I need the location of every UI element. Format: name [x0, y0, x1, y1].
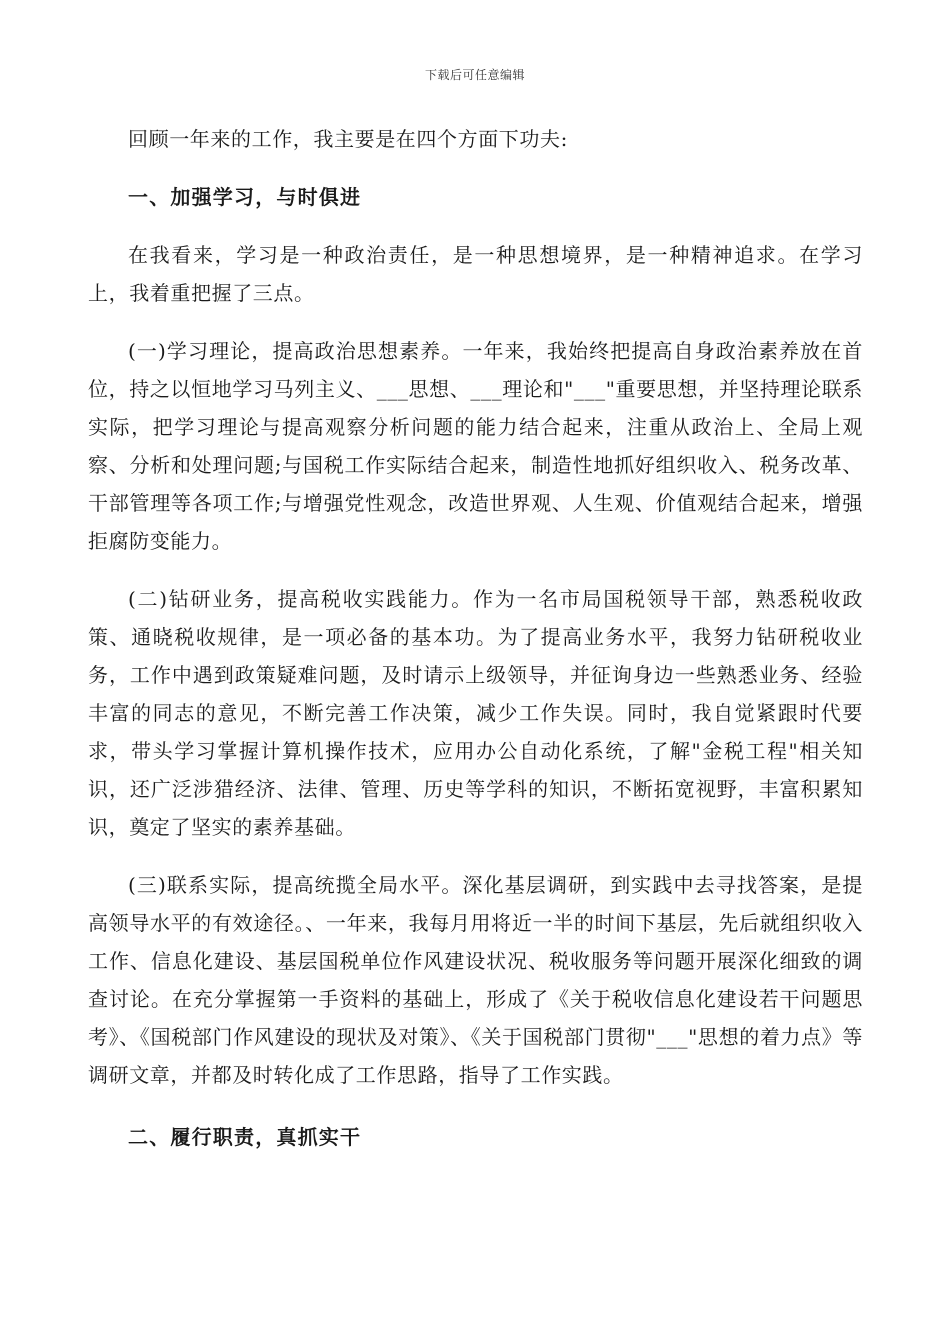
section-heading-2: 二、履行职责，真抓实干: [128, 1125, 362, 1149]
paragraph-4: (三)联系实际，提高统揽全局水平。深化基层调研，到实践中去寻找答案，是提高领导水平的有效途径。、一年来，我每月用将近一半的时间下基层，先后就组织收入工作、信息化建设、基层国税单位作风建设状况、税收服务等问题开展深化细致的调查讨论。在充分掌握第一手资料的基础上，形成了《关于税收信息化建设若干问题思考》、《国税部门作风建设的现状及对策》、《关于国税部门贯彻"___"思想的着力点》等调研文章，并都及时转化成了工作思路，指导了工作实践。: [88, 873, 863, 1087]
header-note: 下载后可任意编辑: [424, 68, 525, 82]
paragraph-3: (二)钻研业务，提高税收实践能力。作为一名市局国税领导干部，熟悉税收政策、通晓税收规律，是一项必备的基本功。为了提高业务水平，我努力钻研税收业务，工作中遇到政策疑难问题，及时请示上级领导，并征询身边一些熟悉业务、经验丰富的同志的意见，不断完善工作决策，减少工作失误。同时，我自觉紧跟时代要求，带头学习掌握计算机操作技术，应用办公自动化系统，了解"金税工程"相关知识，还广泛涉猎经济、法律、管理、历史等学科的知识，不断拓宽视野，丰富积累知识，奠定了坚实的素养基础。: [88, 587, 863, 839]
section-heading-1: 一、加强学习，与时俱进: [128, 185, 362, 209]
paragraph-2: (一)学习理论，提高政治思想素养。一年来，我始终把提高自身政治素养放在首位，持之以恒地学习马列主义、___思想、___理论和"___"重要思想，并坚持理论联系实际，把学习理论与提高观察分析问题的能力结合起来，注重从政治上、全局上观察、分析和处理问题;与国税工作实际结合起来，制造性地抓好组织收入、税务改革、干部管理等各项工作;与增强党性观念，改造世界观、人生观、价值观结合起来，增强拒腐防变能力。: [88, 339, 863, 553]
paragraph-1: 在我看来，学习是一种政治责任，是一种思想境界，是一种精神追求。在学习上，我着重把握了三点。: [88, 243, 863, 305]
document-body: [88, 120, 863, 1156]
intro-paragraph: 回顾一年来的工作，我主要是在四个方面下功夫:: [128, 127, 568, 151]
